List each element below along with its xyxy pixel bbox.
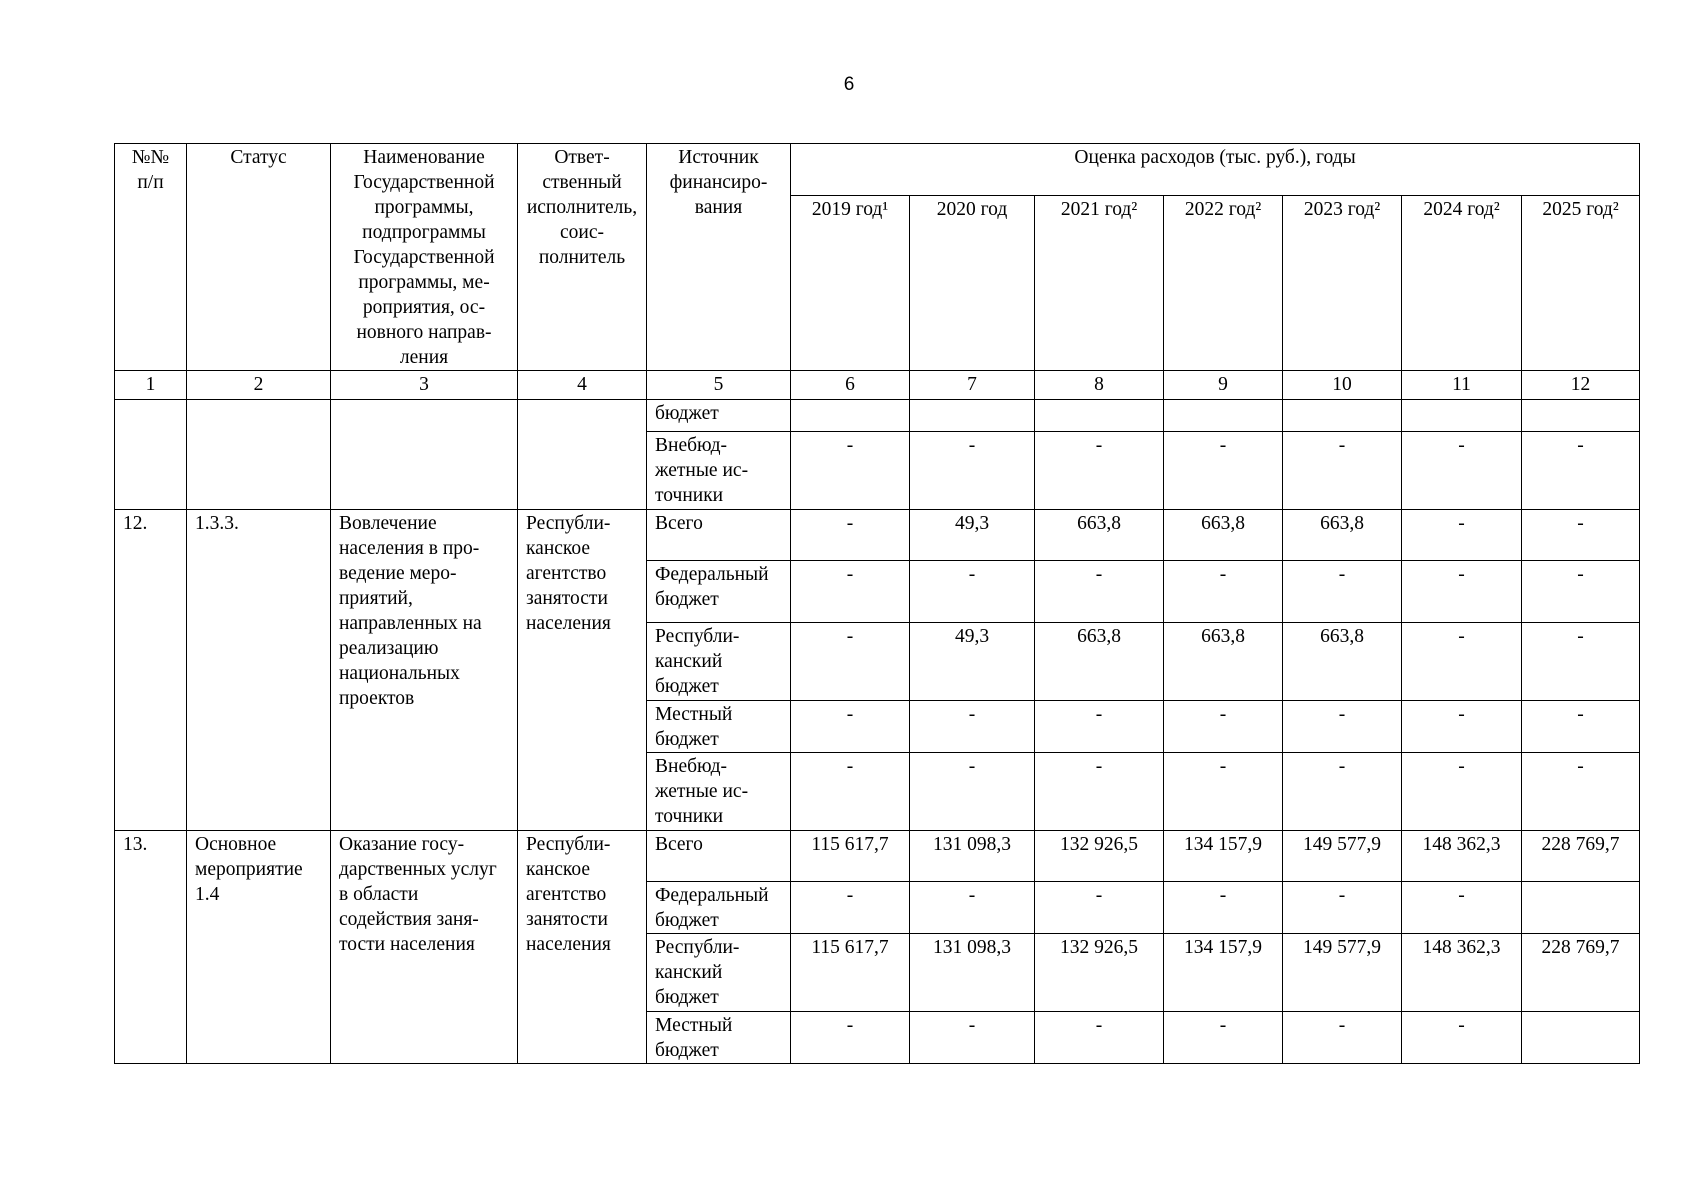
value-cell: -	[1283, 432, 1402, 510]
value-cell: -	[1402, 561, 1522, 623]
table-row	[115, 831, 1640, 882]
value-cell: -	[1402, 510, 1522, 561]
cont-status-cell	[187, 400, 331, 510]
year-2024: 2024 год²	[1402, 196, 1522, 371]
cont-executor-cell	[518, 400, 647, 510]
column-number: 8	[1035, 371, 1164, 400]
year-2025: 2025 год²	[1522, 196, 1640, 371]
value-cell	[791, 400, 910, 432]
value-cell: -	[1035, 432, 1164, 510]
value-cell: -	[1164, 701, 1283, 753]
value-cell: -	[1164, 1012, 1283, 1064]
value-cell: -	[1402, 882, 1522, 934]
header-name: Наименование Государственной программы, подпрограммы Государственной программы, мероприятия, основного направления	[331, 144, 518, 371]
header-expenses: Оценка расходов (тыс. руб.), годы	[791, 144, 1640, 196]
value-cell: -	[910, 701, 1035, 753]
cont-name-cell	[331, 400, 518, 510]
source-cell: Федеральный бюджет	[647, 882, 791, 934]
column-number: 7	[910, 371, 1035, 400]
item-executor: Республиканское агентство занятости населения	[518, 510, 647, 831]
value-cell: -	[1035, 1012, 1164, 1064]
value-cell: -	[791, 432, 910, 510]
year-2020: 2020 год	[910, 196, 1035, 371]
value-cell: -	[910, 753, 1035, 831]
value-cell: 663,8	[1164, 510, 1283, 561]
source-cell: Внебюджетные источники	[647, 753, 791, 831]
page-number: 6	[843, 74, 855, 95]
value-cell: -	[910, 432, 1035, 510]
value-cell	[1164, 400, 1283, 432]
value-cell: 148 362,3	[1402, 934, 1522, 1012]
column-numbers-row	[115, 371, 1640, 400]
value-cell: 148 362,3	[1402, 831, 1522, 882]
item-name: Оказание государственных услуг в области содействия занятости населения	[331, 831, 518, 1064]
value-cell: -	[791, 701, 910, 753]
value-cell: 134 157,9	[1164, 934, 1283, 1012]
item-status: Основное мероприятие 1.4	[187, 831, 331, 1064]
value-cell: -	[791, 1012, 910, 1064]
value-cell	[1035, 400, 1164, 432]
value-cell: -	[1035, 882, 1164, 934]
source-cell: Местный бюджет	[647, 701, 791, 753]
value-cell: -	[791, 623, 910, 701]
value-cell: 149 577,9	[1283, 831, 1402, 882]
source-cell: Всего	[647, 831, 791, 882]
value-cell: 132 926,5	[1035, 934, 1164, 1012]
value-cell: -	[1164, 561, 1283, 623]
header-source: Источник финансирования	[647, 144, 791, 371]
value-cell: -	[1283, 753, 1402, 831]
value-cell: 228 769,7	[1522, 934, 1640, 1012]
year-2023: 2023 год²	[1283, 196, 1402, 371]
value-cell	[1522, 400, 1640, 432]
column-number: 12	[1522, 371, 1640, 400]
value-cell: -	[1402, 753, 1522, 831]
value-cell	[910, 400, 1035, 432]
value-cell: -	[1402, 623, 1522, 701]
header-row	[115, 144, 1640, 196]
value-cell: 228 769,7	[1522, 831, 1640, 882]
value-cell: 115 617,7	[791, 831, 910, 882]
source-cell: Внебюджетные источники	[647, 432, 791, 510]
header-executor: Ответственный исполнитель, соисполнитель	[518, 144, 647, 371]
value-cell: -	[1164, 753, 1283, 831]
budget-table	[114, 143, 1640, 1064]
value-cell: -	[1035, 561, 1164, 623]
value-cell: 132 926,5	[1035, 831, 1164, 882]
value-cell: -	[791, 510, 910, 561]
value-cell: 149 577,9	[1283, 934, 1402, 1012]
value-cell: -	[1522, 753, 1640, 831]
source-cell: Федеральный бюджет	[647, 561, 791, 623]
column-number: 6	[791, 371, 910, 400]
value-cell: -	[1402, 432, 1522, 510]
value-cell: -	[791, 753, 910, 831]
value-cell: -	[1283, 561, 1402, 623]
column-number: 5	[647, 371, 791, 400]
item-number: 13.	[115, 831, 187, 1064]
cont-num-cell	[115, 400, 187, 510]
value-cell: -	[1035, 701, 1164, 753]
header-status: Статус	[187, 144, 331, 371]
value-cell: -	[910, 561, 1035, 623]
value-cell	[1522, 882, 1640, 934]
value-cell: -	[910, 882, 1035, 934]
value-cell: -	[1035, 753, 1164, 831]
column-number: 3	[331, 371, 518, 400]
header-num: №№ п/п	[115, 144, 187, 371]
column-number: 2	[187, 371, 331, 400]
item-name: Вовлечение населения в проведение мероприятий, направленных на реализацию национальных проектов	[331, 510, 518, 831]
value-cell: 115 617,7	[791, 934, 910, 1012]
value-cell: -	[1522, 561, 1640, 623]
table-row	[115, 510, 1640, 561]
value-cell: 134 157,9	[1164, 831, 1283, 882]
value-cell: -	[1164, 432, 1283, 510]
source-cell: Республиканский бюджет	[647, 934, 791, 1012]
value-cell: -	[910, 1012, 1035, 1064]
value-cell: 663,8	[1164, 623, 1283, 701]
source-cell: Всего	[647, 510, 791, 561]
value-cell: -	[1522, 432, 1640, 510]
value-cell	[1402, 400, 1522, 432]
value-cell: -	[1522, 701, 1640, 753]
item-number: 12.	[115, 510, 187, 831]
column-number: 10	[1283, 371, 1402, 400]
table-row	[115, 400, 1640, 432]
value-cell: -	[1283, 701, 1402, 753]
value-cell: 49,3	[910, 623, 1035, 701]
value-cell: -	[791, 561, 910, 623]
source-cell: Республиканский бюджет	[647, 623, 791, 701]
column-number: 1	[115, 371, 187, 400]
value-cell: -	[791, 882, 910, 934]
column-number: 11	[1402, 371, 1522, 400]
value-cell: -	[1522, 623, 1640, 701]
column-number: 9	[1164, 371, 1283, 400]
value-cell: -	[1402, 701, 1522, 753]
year-2022: 2022 год²	[1164, 196, 1283, 371]
value-cell: 663,8	[1283, 623, 1402, 701]
value-cell: -	[1402, 1012, 1522, 1064]
value-cell: 49,3	[910, 510, 1035, 561]
value-cell: -	[1283, 882, 1402, 934]
source-cell: бюджет	[647, 400, 791, 432]
source-cell: Местный бюджет	[647, 1012, 791, 1064]
item-executor: Республиканское агентство занятости населения	[518, 831, 647, 1064]
column-number: 4	[518, 371, 647, 400]
value-cell	[1283, 400, 1402, 432]
value-cell: 131 098,3	[910, 934, 1035, 1012]
value-cell	[1522, 1012, 1640, 1064]
value-cell: 663,8	[1283, 510, 1402, 561]
item-status: 1.3.3.	[187, 510, 331, 831]
value-cell: 663,8	[1035, 623, 1164, 701]
value-cell: -	[1522, 510, 1640, 561]
value-cell: 131 098,3	[910, 831, 1035, 882]
year-2021: 2021 год²	[1035, 196, 1164, 371]
value-cell: -	[1283, 1012, 1402, 1064]
value-cell: 663,8	[1035, 510, 1164, 561]
value-cell: -	[1164, 882, 1283, 934]
year-2019: 2019 год¹	[791, 196, 910, 371]
